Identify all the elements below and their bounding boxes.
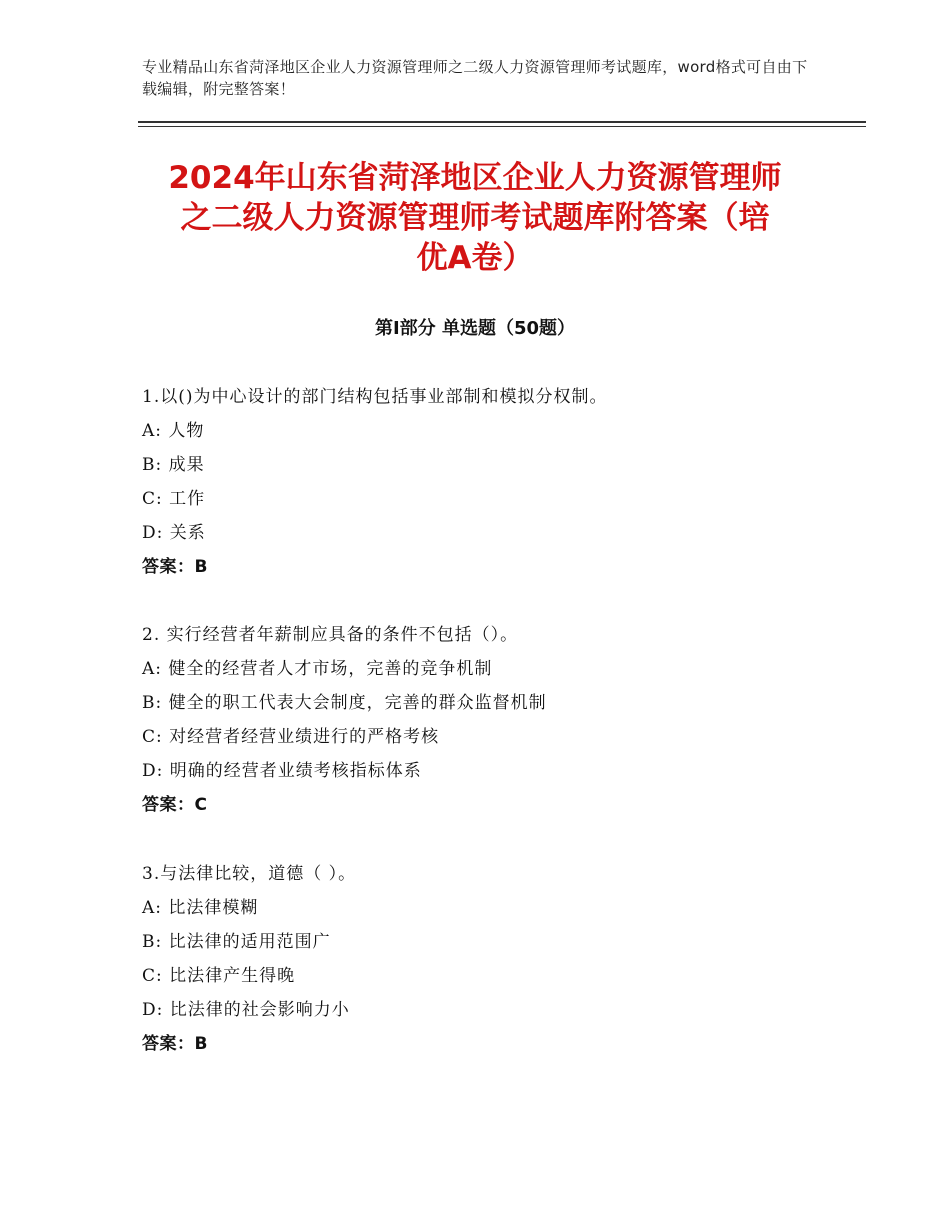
question-stem: 1.以()为中心设计的部门结构包括事业部制和模拟分权制。 [142, 387, 608, 407]
title-line-2: 之二级人力资源管理师考试题库附答案（培 [180, 200, 770, 236]
answer: 答案：B [142, 1034, 208, 1054]
option-a: A: 比法律模糊 [142, 898, 259, 918]
question-1 [142, 380, 862, 584]
answer: 答案：B [142, 557, 208, 577]
title-line-3: 优A卷） [416, 240, 534, 276]
title-line-1: 2024年山东省菏泽地区企业人力资源管理师 [168, 160, 782, 196]
option-d: D: 比法律的社会影响力小 [142, 1000, 350, 1020]
option-d: D: 明确的经营者业绩考核指标体系 [142, 761, 422, 781]
document-title [120, 158, 830, 278]
header-rule-thick [138, 121, 866, 123]
option-b: B: 健全的职工代表大会制度，完善的群众监督机制 [142, 693, 547, 713]
question-stem: 2. 实行经营者年薪制应具备的条件不包括（）。 [142, 625, 519, 645]
option-b: B: 比法律的适用范围广 [142, 932, 331, 952]
option-d: D: 关系 [142, 523, 206, 543]
option-c: C: 比法律产生得晚 [142, 966, 296, 986]
option-b: B: 成果 [142, 455, 205, 475]
question-3 [142, 857, 862, 1061]
header-rule-thin [138, 126, 866, 127]
question-stem: 3.与法律比较，道德（ ）。 [142, 864, 357, 884]
option-a: A: 健全的经营者人才市场，完善的竞争机制 [142, 659, 493, 679]
answer: 答案：C [142, 795, 208, 815]
option-c: C: 对经营者经营业绩进行的严格考核 [142, 727, 440, 747]
option-a: A: 人物 [142, 421, 205, 441]
question-2 [142, 618, 862, 822]
option-c: C: 工作 [142, 489, 206, 509]
section-title: 第Ⅰ部分 单选题（50题） [374, 318, 575, 339]
header-note: 专业精品山东省菏泽地区企业人力资源管理师之二级人力资源管理师考试题库，word格式可自由下载编辑，附完整答案！ [142, 58, 808, 98]
